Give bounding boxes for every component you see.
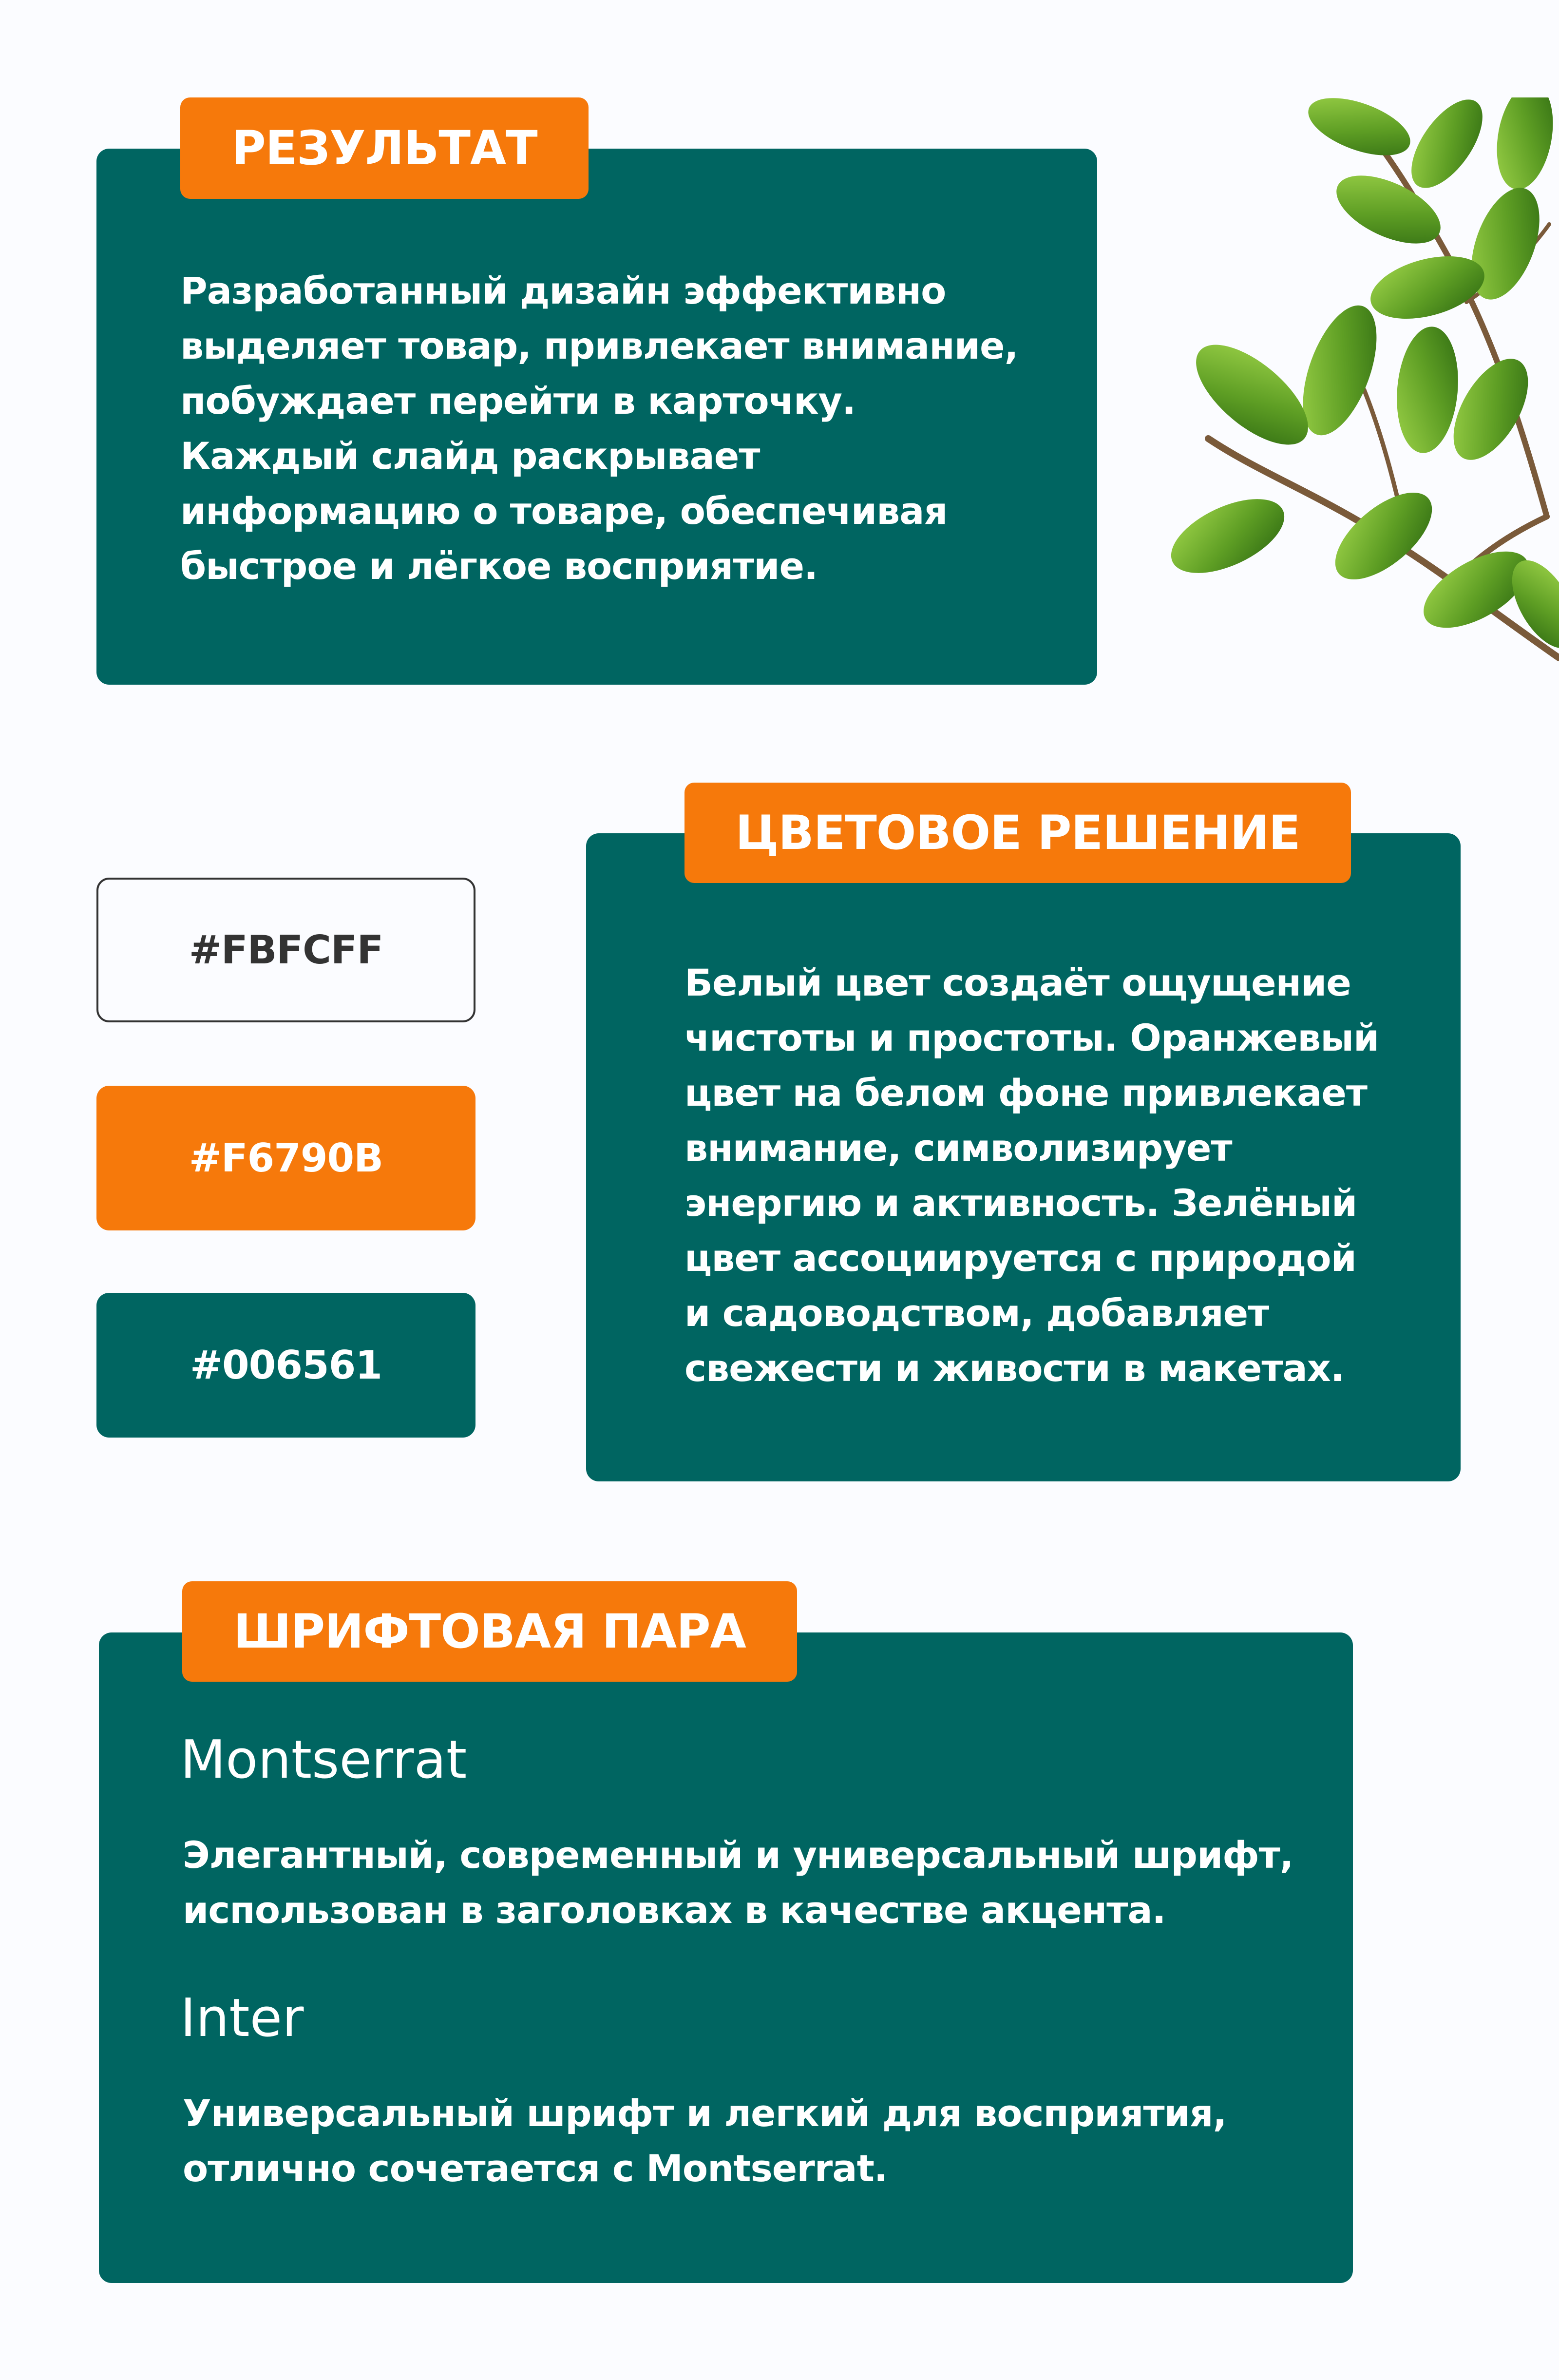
color-solution-line: свежести и живости в макетах. (684, 1346, 1344, 1390)
result-line: Каждый слайд раскрывает (180, 434, 760, 478)
color-solution-line: энергию и активность. Зелёный (684, 1181, 1357, 1225)
color-solution-description (684, 955, 1379, 1396)
color-solution-title: ЦВЕТОВОЕ РЕШЕНИЕ (684, 783, 1351, 883)
color-swatch-orange: #F6790B (96, 1086, 475, 1230)
color-solution-line: цвет на белом фоне привлекает (684, 1071, 1367, 1114)
color-swatch-green: #006561 (96, 1293, 475, 1438)
result-line: выделяет товар, привлекает внимание, (180, 324, 1018, 367)
result-title: РЕЗУЛЬТАТ (180, 97, 589, 199)
color-solution-line: и садоводством, добавляет (684, 1291, 1269, 1335)
color-swatch-white: #FBFCFF (96, 878, 475, 1022)
result-line: быстрое и лёгкое восприятие. (180, 544, 818, 588)
font-name-montserrat: Montserrat (180, 1729, 467, 1790)
font-description-line: Универсальный шрифт и легкий для восприятия, (183, 2092, 1227, 2135)
font-description-line: Элегантный, современный и универсальный шрифт, (183, 1833, 1293, 1877)
color-solution-line: Белый цвет создаёт ощущение (684, 961, 1351, 1004)
result-line: информацию о товаре, обеспечивая (180, 489, 948, 533)
font-description-line: отлично сочетается с Montserrat. (183, 2147, 888, 2190)
result-description (180, 263, 1018, 594)
font-name-inter: Inter (180, 1988, 304, 2049)
result-line: побуждает перейти в карточку. (180, 379, 856, 422)
color-solution-line: чистоты и простоты. Оранжевый (684, 1016, 1379, 1059)
result-line: Разработанный дизайн эффективно (180, 269, 946, 312)
leafy-branch-icon (1155, 97, 1559, 672)
font-description-montserrat (183, 1827, 1293, 1938)
font-description-inter (183, 2086, 1226, 2196)
color-solution-line: цвет ассоциируется с природой (684, 1236, 1356, 1280)
color-solution-line: внимание, символизирует (684, 1126, 1232, 1170)
font-description-line: использован в заголовках в качестве акцента. (183, 1888, 1166, 1932)
font-pair-title: ШРИФТОВАЯ ПАРА (182, 1581, 797, 1682)
